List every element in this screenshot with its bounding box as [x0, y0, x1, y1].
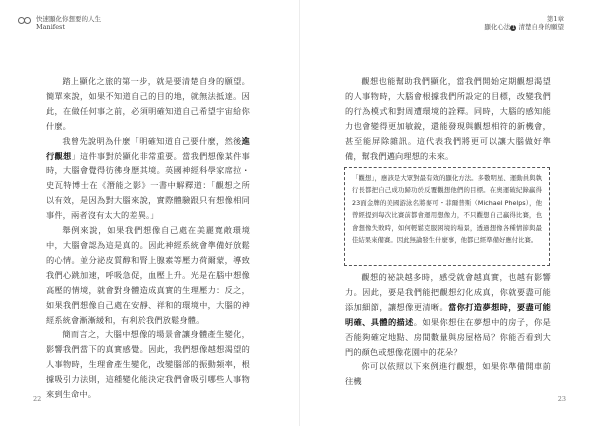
paragraph	[46, 223, 250, 327]
chapter-label: 第1章	[546, 15, 564, 23]
page-number-left: 22	[33, 395, 42, 403]
paragraph	[46, 327, 250, 402]
text-run: 。如果你想住在夢想中的房子，你是否能夠確定地點、房間數量與房屋格局？你能否看到大門的顏色或想像花園中的花朵？	[345, 316, 551, 357]
text-run: 你可以依照以下來例進行觀想，如果你準備開車前往機	[345, 361, 551, 387]
paragraph	[46, 134, 250, 223]
left-running-header	[36, 15, 101, 31]
text-run: 觀想的祕訣越多時，感受就會越真實，也越有影響力。因此，要是我們能把觀想幻化成真，你就要盡可能添加細節，讓想像更清晰。	[345, 272, 551, 312]
right-body-text-before	[345, 74, 551, 163]
book-subtitle: Manifest	[36, 23, 65, 31]
section-prefix: 顯化心法	[484, 23, 511, 31]
paragraph	[46, 74, 250, 134]
text-run: 簡而言之，大腦中想像的場景會讓身體產生變化，影響我們當下的真實感覺。因此，我們想像越想渴望的人事物時，生理會產生變化，改變腦部的振動頻率，根據吸引力法則，這種變化能決定我們會吸引哪些人事物來到生命中。	[46, 329, 250, 400]
section-title: 清楚自身的願望	[518, 23, 564, 31]
text-run: 踏上顯化之旅的第一步，就是要清楚自身的願望。簡單來說，如果不知道自己的目的地，就無法抵達。因此，在做任何事之前，必須明確知道自己希望宇宙給你什麼。	[46, 76, 250, 131]
left-body-text	[46, 74, 250, 402]
callout-box	[344, 167, 550, 266]
right-body-text-after	[345, 270, 551, 389]
book-title: 快速顯化你想要的人生	[36, 15, 101, 23]
publisher-logo-icon	[18, 17, 34, 25]
page-number-right: 23	[557, 395, 566, 403]
text-run: 」這件事對於顯化非常重要。當我們想像某件事時，大腦會覺得彷彿身歷其境。英國神經科學家席拉・史瓦特博士在《潛能之影》一書中解釋道：「觀想之所以有效，是因為對大腦來說，實際體驗跟只有想像相同事件，兩者沒有太大的差異。」	[46, 150, 251, 221]
emphasized-text: 進行觀想	[46, 135, 250, 161]
text-run: 我曾先說明為什麼「明確知道自己要什麼，然後	[62, 135, 242, 146]
paragraph: 觀想也能幫助我們顯化，當我們開始定期觀想渴望的人事物時，大腦會根據我們所設定的目標，改變我們的行為模式和對周遭環境的詮釋。同時，大腦的感知能力也會變得更加敏銳，還能發現與觀想相符的新機會，甚至能屏除雜訊。這代表我們將更可以讓大腦做好準備，幫我們邁向理想的未來。	[345, 76, 551, 161]
section-number-badge: 1	[511, 25, 516, 31]
callout-text: 「觀想」，應該是大眾對最有效的顯化方法。多數明星、運動員與執行長都把自己成功歸功於反覆觀想他們的目標。在奧運破紀錄贏得23面金牌的美國游泳名將麥可・菲爾普斯（Michael Phelps），他曾經提到每次比賽前都會運用想像力，不只觀想自己贏得比賽，也會想像失敗時，如何輕鬆克服困境的場景，透過想像各種情節與最佳結果來備賽。因此無論發生什麼事，他都已經準備好應付比賽。	[352, 174, 542, 245]
section-heading	[484, 23, 564, 31]
paragraph	[345, 359, 551, 389]
right-page	[300, 0, 600, 426]
emphasized-text: 當你打造夢想時，要盡可能明確、具體的描述	[345, 301, 551, 327]
right-running-header	[484, 15, 564, 31]
text-run: 舉例來說，如果我們想像自己處在美麗寬敞環境中，大腦會認為這是真的。因此神經系統會準備好放鬆的心情。並分泌皮質醇和腎上腺素等壓力荷爾蒙，導致我們心跳加速，呼吸急促，血壓上升。光是在腦中想像高壓的情境，就會對身體造成真實的生理壓力：反之，如果我們想像自己處在安靜、祥和的環境中，大腦的神經系統會漸漸緩和，有利於我們放鬆身體。	[46, 225, 250, 325]
paragraph	[345, 270, 551, 359]
